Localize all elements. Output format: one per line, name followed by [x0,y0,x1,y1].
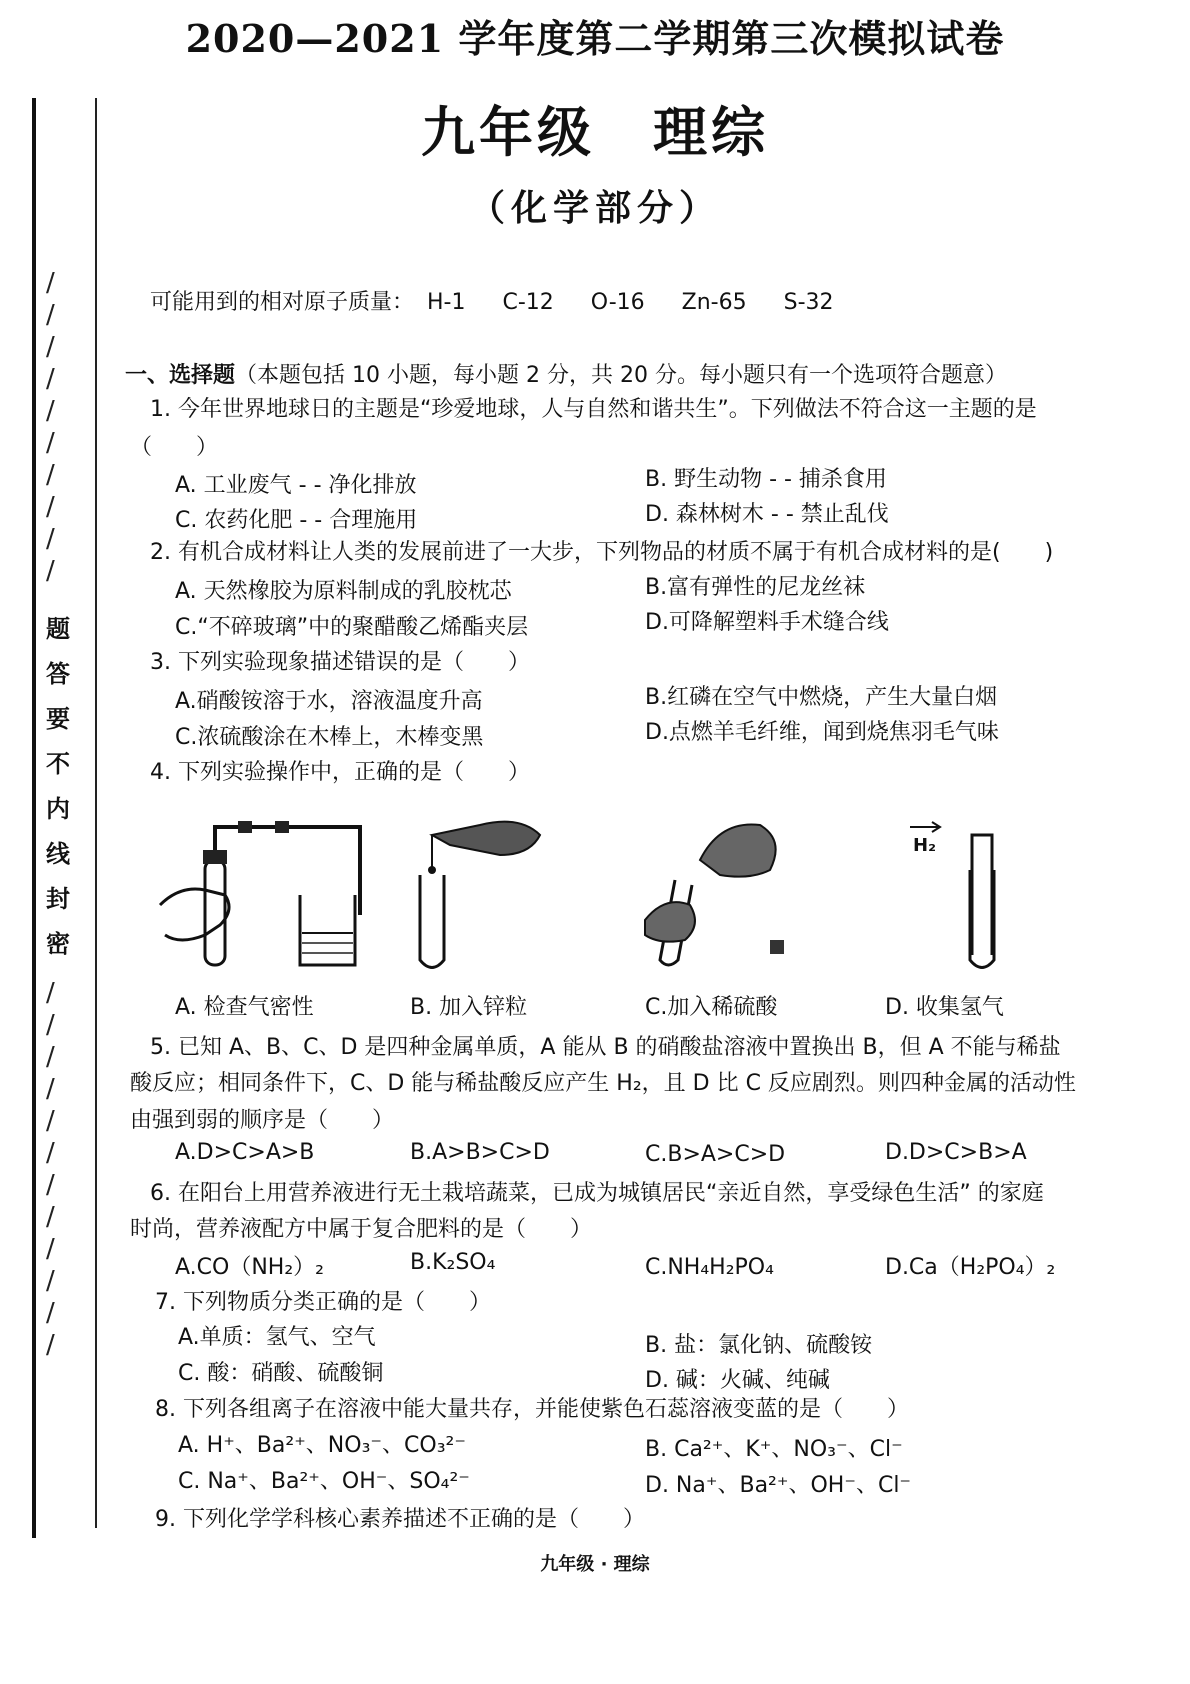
binding-line-outer [32,98,36,1538]
question-2-option-c: C.“不碎玻璃”中的聚醋酸乙烯酯夹层 [175,615,529,640]
page-footer: 九年级 · 理综 [540,1554,650,1575]
question-6-option-d: D.Ca（H₂PO₄）₂ [885,1255,1056,1280]
binding-slash: / [46,1330,55,1360]
figure-d-label: D. 收集氢气 [885,995,1004,1020]
binding-char: 不 [46,750,70,778]
question-9-stem: 9. 下列化学学科核心素养描述不正确的是（ ） [155,1507,645,1532]
binding-strip [40,270,80,1370]
question-6-option-c: C.NH₄H₂PO₄ [645,1255,774,1280]
question-1-option-c: C. 农药化肥 - - 合理施用 [175,508,418,533]
question-7-option-a: A.单质：氢气、空气 [178,1325,376,1350]
figure-add-zinc [410,815,550,975]
atomic-mass-item: S-32 [783,290,834,315]
binding-slash: / [46,1170,55,1200]
question-6-line-2: 时尚，营养液配方中属于复合肥料的是（ ） [130,1217,593,1242]
section-heading [125,358,1007,389]
binding-line-inner [95,98,97,1528]
atomic-mass-item: H-1 [427,290,466,315]
binding-slash: / [46,1298,55,1328]
question-5-line-2: 酸反应；相同条件下，C、D 能与稀盐酸反应产生 H₂，且 D 比 C 反应剧烈。则四种金属的活动性 [130,1071,1076,1096]
question-2-option-b: B.富有弹性的尼龙丝袜 [645,575,866,600]
question-2-stem: 2. 有机合成材料让人类的发展前进了一大步，下列物品的材质不属于有机合成材料的是( ) [150,540,1054,565]
question-8-stem: 8. 下列各组离子在溶液中能大量共存，并能使紫色石蕊溶液变蓝的是（ ） [155,1397,909,1422]
binding-slash: / [46,300,55,330]
atomic-mass-item: O-16 [590,290,645,315]
figure-airtightness-check [150,815,370,975]
question-2-option-a: A. 天然橡胶为原料制成的乳胶枕芯 [175,579,512,604]
question-2-option-d: D.可降解塑料手术缝合线 [645,610,889,635]
binding-char: 封 [46,885,70,913]
question-8-option-c: C. Na⁺、Ba²⁺、OH⁻、SO₄²⁻ [178,1469,470,1494]
question-4-stem: 4. 下列实验操作中，正确的是（ ） [150,760,530,785]
figure-add-acid [640,810,790,975]
binding-slash: / [46,428,55,458]
question-3-option-c: C.浓硫酸涂在木棒上，木棒变黑 [175,725,484,750]
question-7-option-c: C. 酸：硝酸、硫酸铜 [178,1361,384,1386]
figure-a-label: A. 检查气密性 [175,995,314,1020]
binding-slash: / [46,524,55,554]
binding-char: 密 [46,930,70,958]
binding-char: 内 [46,795,70,823]
question-1-blank: （ ） [130,435,219,460]
question-5-line-3: 由强到弱的顺序是（ ） [130,1108,395,1133]
question-7-option-d: D. 碱：火碱、纯碱 [645,1368,830,1393]
section-title: 一、选择题 [125,363,236,388]
figure-c-label: C.加入稀硫酸 [645,995,778,1020]
question-1-stem: 1. 今年世界地球日的主题是“珍爱地球，人与自然和谐共生”。下列做法不符合这一主题的是 [150,397,1037,422]
binding-slash: / [46,1266,55,1296]
binding-char: 线 [46,840,70,868]
section-subtitle: （化学部分） [468,187,721,229]
exam-title: 2020—2021 学年度第二学期第三次模拟试卷 [185,16,1005,61]
question-6-line-1: 6. 在阳台上用营养液进行无土栽培蔬菜，已成为城镇居民“亲近自然，享受绿色生活” 的家庭 [150,1181,1044,1206]
question-8-option-b: B. Ca²⁺、K⁺、NO₃⁻、Cl⁻ [645,1437,903,1462]
question-3-option-b: B.红磷在空气中燃烧，产生大量白烟 [645,685,998,710]
question-8-option-a: A. H⁺、Ba²⁺、NO₃⁻、CO₃²⁻ [178,1433,466,1458]
question-1-option-a: A. 工业废气 - - 净化排放 [175,473,417,498]
figure-b-label: B. 加入锌粒 [410,995,528,1020]
figure-d-h2-label: H₂ [913,835,936,856]
binding-slash: / [46,460,55,490]
binding-char: 要 [46,705,70,733]
section-note: （本题包括 10 小题，每小题 2 分，共 20 分。每小题只有一个选项符合题意） [235,363,1007,388]
atomic-masses-label: 可能用到的相对原子质量： [150,290,415,315]
question-3-stem: 3. 下列实验现象描述错误的是（ ） [150,650,530,675]
binding-char: 题 [46,615,70,643]
binding-slash: / [46,332,55,362]
binding-slash: / [46,978,55,1008]
binding-slash: / [46,364,55,394]
binding-slash: / [46,396,55,426]
binding-slash: / [46,1234,55,1264]
question-6-option-b: B.K₂SO₄ [410,1250,496,1275]
question-8-option-d: D. Na⁺、Ba²⁺、OH⁻、Cl⁻ [645,1473,912,1498]
question-3-option-a: A.硝酸铵溶于水，溶液温度升高 [175,689,483,714]
binding-slash: / [46,1010,55,1040]
question-5-option-a: A.D>C>A>B [175,1140,315,1165]
binding-slash: / [46,556,55,586]
binding-slash: / [46,1202,55,1232]
binding-slash: / [46,1042,55,1072]
binding-slash: / [46,1106,55,1136]
binding-slash: / [46,1074,55,1104]
question-5-option-b: B.A>B>C>D [410,1140,550,1165]
atomic-mass-item: Zn-65 [681,290,747,315]
atomic-masses [150,285,864,316]
question-1-option-b: B. 野生动物 - - 捕杀食用 [645,467,887,492]
question-6-option-a: A.CO（NH₂）₂ [175,1255,324,1280]
question-1-option-d: D. 森林树木 - - 禁止乱伐 [645,502,889,527]
question-5-line-1: 5. 已知 A、B、C、D 是四种金属单质，A 能从 B 的硝酸盐溶液中置换出 B，但 A 不能与稀盐 [150,1035,1061,1060]
question-5-option-d: D.D>C>B>A [885,1140,1027,1165]
question-3-option-d: D.点燃羊毛纤维，闻到烧焦羽毛气味 [645,720,999,745]
binding-slash: / [46,1138,55,1168]
question-7-stem: 7. 下列物质分类正确的是（ ） [155,1290,491,1315]
binding-slash: / [46,492,55,522]
binding-slash: / [46,268,55,298]
question-5-option-c: C.B>A>C>D [645,1142,786,1167]
subject-title: 九年级 理综 [421,100,769,164]
question-7-option-b: B. 盐：氯化钠、硫酸铵 [645,1333,873,1358]
atomic-mass-item: C-12 [502,290,554,315]
binding-char: 答 [46,660,70,688]
